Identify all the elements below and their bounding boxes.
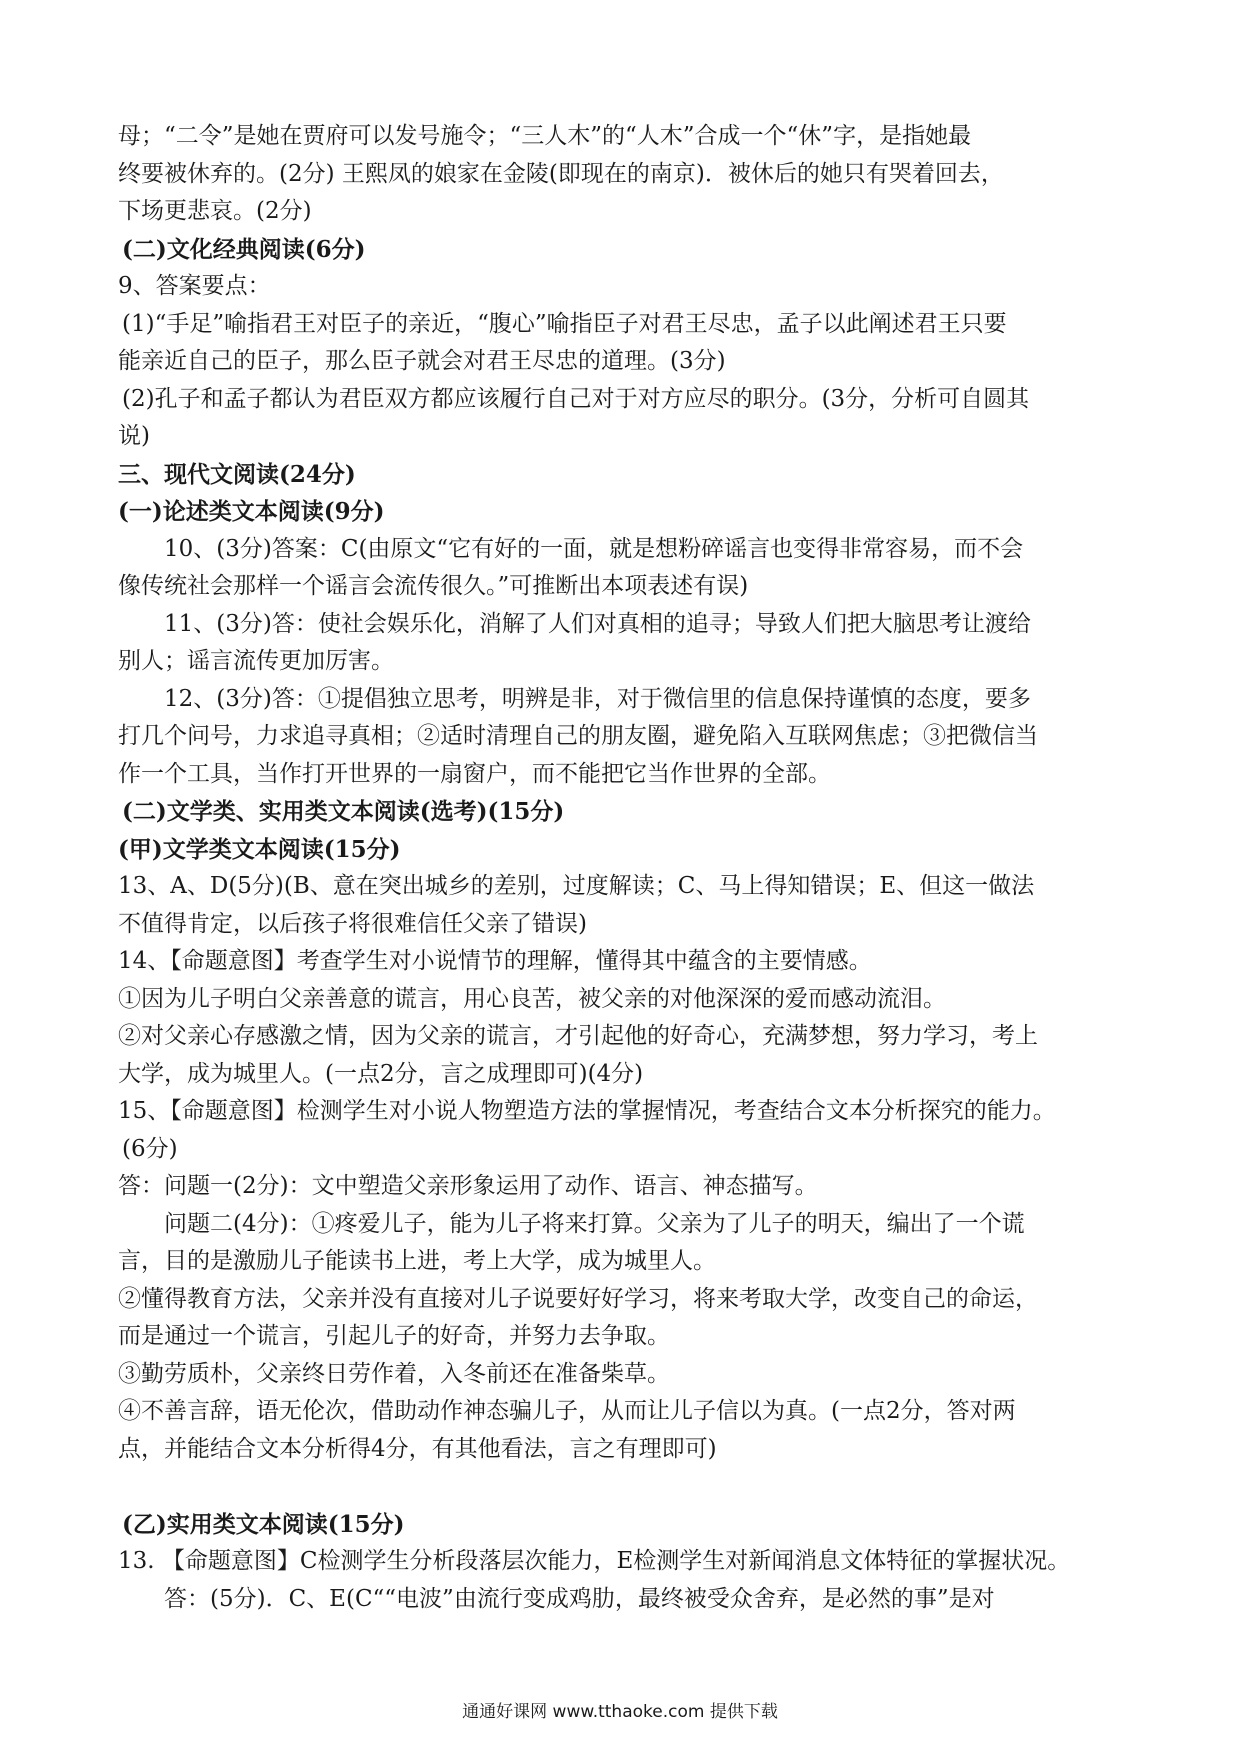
- text-line: 点，并能结合文本分析得4分，有其他看法，言之有理即可): [118, 1435, 717, 1462]
- section-heading: (一)论述类文本阅读(9分): [118, 498, 385, 525]
- section-heading: 三、现代文阅读(24分): [118, 460, 356, 488]
- text-line: 答：问题一(2分)：文中塑造父亲形象运用了动作、语言、神态描写。: [118, 1173, 818, 1199]
- section-heading: (乙)实用类文本阅读(15分): [122, 1510, 405, 1538]
- text-line: 14、【命题意图】考查学生对小说情节的理解，懂得其中蕴含的主要情感。: [118, 948, 872, 974]
- text-line: 而是通过一个谎言，引起儿子的好奇，并努力去争取。: [118, 1323, 670, 1349]
- text-line: (1)“手足”喻指君王对臣子的亲近，“腹心”喻指臣子对君王尽忠，孟子以此阐述君王只要: [122, 310, 1007, 337]
- text-line: ③勤劳质朴，父亲终日劳作着，入冬前还在准备柴草。: [118, 1360, 670, 1387]
- text-line: (2)孔子和孟子都认为君臣双方都应该履行自己对于对方应尽的职分。(3分，分析可自圆其: [122, 385, 1030, 412]
- text-line: 说): [118, 423, 150, 449]
- text-line: ②懂得教育方法，父亲并没有直接对儿子说要好好学习，将来考取大学，改变自己的命运，: [118, 1285, 1038, 1312]
- text-line: 下场更悲哀。(2分): [118, 198, 312, 224]
- text-line: ④不善言辞，语无伦次，借助动作神态骗儿子，从而让儿子信以为真。(一点2分，答对两: [118, 1398, 1016, 1424]
- text-line: 言，目的是激励儿子能读书上进，考上大学，成为城里人。: [118, 1248, 716, 1274]
- text-line: 9、答案要点：: [118, 273, 271, 299]
- document-body: [118, 118, 1130, 1618]
- text-line: 15、【命题意图】检测学生对小说人物塑造方法的掌握情况，考查结合文本分析探究的能力。: [118, 1098, 1056, 1124]
- blank-line: [118, 1468, 1130, 1506]
- text-line: 母；“二令”是她在贾府可以发号施令；“三人木”的“人木”合成一个“休”字，是指她最: [118, 123, 972, 149]
- text-line: 13、A、D(5分)(B、意在突出城乡的差别，过度解读；C、马上得知错误；E、但这一做法: [118, 873, 1035, 899]
- text-line: 大学，成为城里人。(一点2分，言之成理即可)(4分): [118, 1060, 644, 1087]
- text-line: 12、(3分)答：①提倡独立思考，明辨是非，对于微信里的信息保持谨慎的态度，要多: [164, 685, 1031, 712]
- text-line: 答：(5分)．C、E(C““电波”由流行变成鸡肋，最终被受众舍弃，是必然的事”是对: [164, 1585, 995, 1612]
- text-line: (6分): [122, 1135, 178, 1162]
- text-line: ①因为儿子明白父亲善意的谎言，用心良苦，被父亲的对他深深的爱而感动流泪。: [118, 985, 946, 1012]
- text-line: 11、(3分)答：使社会娱乐化，消解了人们对真相的追寻；导致人们把大脑思考让渡给: [164, 610, 1031, 637]
- text-line: ②对父亲心存感激之情，因为父亲的谎言，才引起他的好奇心，充满梦想，努力学习，考上: [118, 1023, 1038, 1049]
- text-line: 像传统社会那样一个谣言会流传很久。”可推断出本项表述有误): [118, 573, 749, 599]
- section-heading: (二)文化经典阅读(6分): [122, 235, 366, 263]
- text-line: 10、(3分)答案：C(由原文“它有好的一面，就是想粉碎谣言也变得非常容易，而不会: [164, 535, 1024, 562]
- text-line: 打几个问号，力求追寻真相；②适时清理自己的朋友圈，避免陷入互联网焦虑；③把微信当: [118, 723, 1038, 749]
- text-line: 别人；谣言流传更加厉害。: [118, 648, 394, 674]
- text-line: 能亲近自己的臣子，那么臣子就会对君王尽忠的道理。(3分): [118, 348, 726, 374]
- section-heading: (甲)文学类文本阅读(15分): [118, 835, 401, 863]
- section-heading: (二)文学类、实用类文本阅读(选考)(15分): [122, 798, 565, 825]
- text-line: 终要被休弃的。(2分) 王熙凤的娘家在金陵(即现在的南京)．被休后的她只有哭着回去，: [118, 160, 1004, 187]
- page-footer: 通通好课网 www.tthaoke.com 提供下载: [462, 1702, 778, 1722]
- text-line: 作一个工具，当作打开世界的一扇窗户，而不能把它当作世界的全部。: [118, 760, 831, 787]
- text-line: 不值得肯定，以后孩子将很难信任父亲了错误): [118, 910, 587, 937]
- text-line: 13. 【命题意图】C检测学生分析段落层次能力，E检测学生对新闻消息文体特征的掌握状况。: [118, 1548, 1071, 1574]
- text-line: 问题二(4分)：①疼爱儿子，能为儿子将来打算。父亲为了儿子的明天，编出了一个谎: [164, 1210, 1025, 1237]
